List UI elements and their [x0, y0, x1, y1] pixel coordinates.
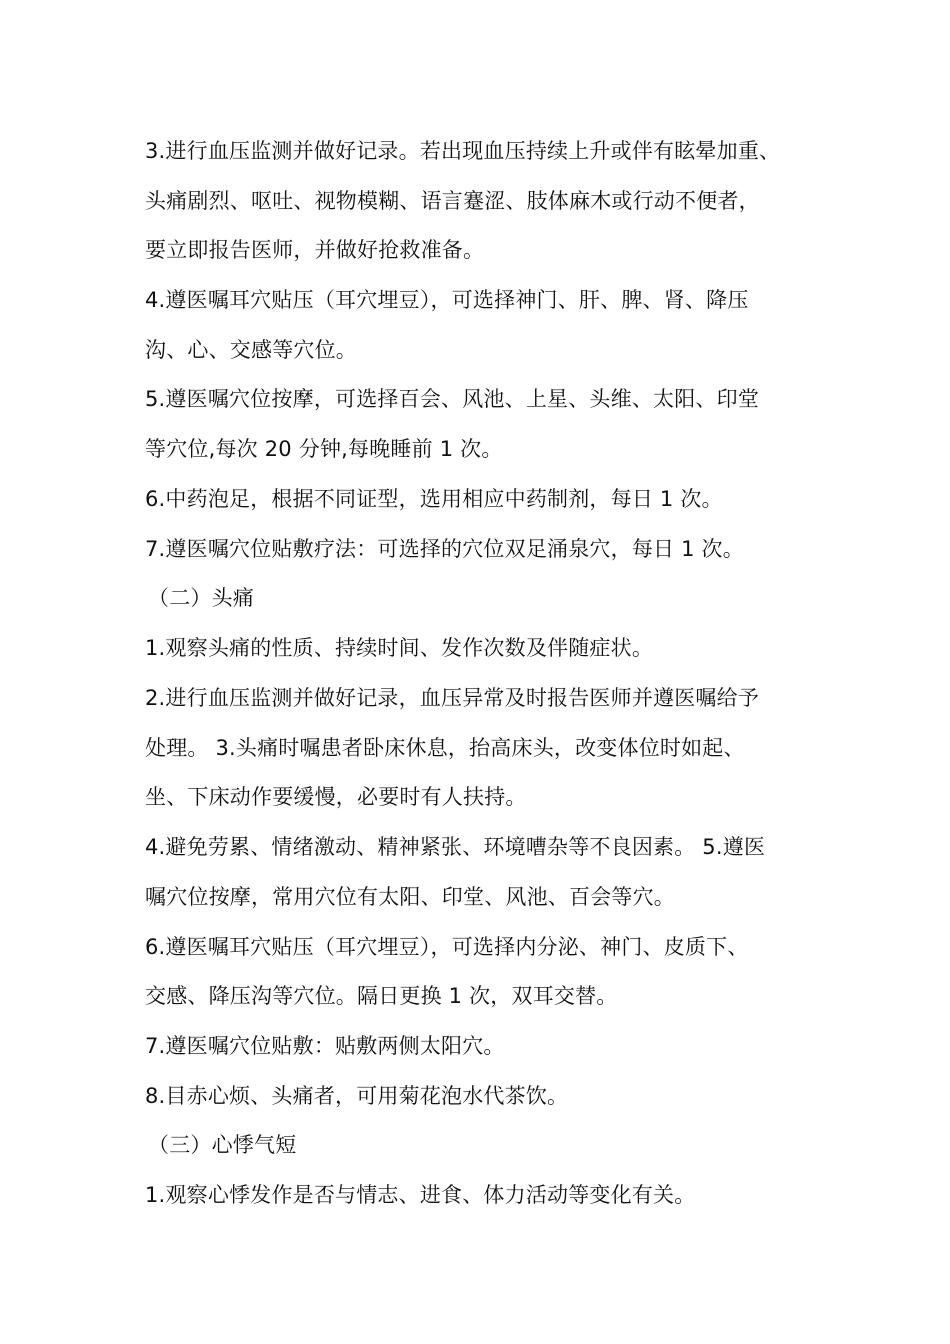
section-heading: （二）头痛	[148, 586, 254, 610]
text-line: 5.遵医嘱穴位按摩，可选择百会、风池、上星、头维、太阳、印堂	[145, 387, 760, 411]
text-line: 6.遵医嘱耳穴贴压（耳穴埋豆），可选择内分泌、神门、皮质下、	[145, 935, 749, 959]
text-line: 7.遵医嘱穴位贴敷：贴敷两侧太阳穴。	[145, 1034, 505, 1058]
text-line: 7.遵医嘱穴位贴敷疗法：可选择的穴位双足涌泉穴，每日 1 次。	[145, 537, 744, 561]
text-line: 要立即报告医师，并做好抢救准备。	[145, 238, 485, 262]
text-line: 坐、下床动作要缓慢，必要时有人扶持。	[145, 785, 527, 809]
text-line: 6.中药泡足，根据不同证型，选用相应中药制剂，每日 1 次。	[145, 487, 723, 511]
text-line: 嘱穴位按摩，常用穴位有太阳、印堂、风池、百会等穴。	[145, 885, 675, 909]
text-line: 4.遵医嘱耳穴贴压（耳穴埋豆），可选择神门、肝、脾、肾、降压	[145, 288, 749, 312]
text-line: 3.进行血压监测并做好记录。若出现血压持续上升或伴有眩晕加重、	[145, 139, 781, 163]
text-line: 2.进行血压监测并做好记录，血压异常及时报告医师并遵医嘱给予	[145, 686, 760, 710]
text-line: 沟、心、交感等穴位。	[145, 338, 357, 362]
text-line: 等穴位,每次 20 分钟,每晚睡前 1 次。	[145, 437, 503, 461]
text-line: 处理。 3.头痛时嘱患者卧床休息，抬高床头，改变体位时如起、	[145, 736, 745, 760]
text-line: 4.避免劳累、情绪激动、精神紧张、环境嘈杂等不良因素。 5.遵医	[145, 835, 766, 859]
text-line: 1.观察头痛的性质、持续时间、发作次数及伴随症状。	[145, 636, 654, 660]
text-line: 头痛剧烈、呕吐、视物模糊、语言蹇涩、肢体麻木或行动不便者，	[145, 189, 760, 213]
text-line: 8.目赤心烦、头痛者，可用菊花泡水代茶饮。	[145, 1084, 569, 1108]
section-heading: （三）心悸气短	[148, 1133, 297, 1157]
text-line: 1.观察心悸发作是否与情志、进食、体力活动等变化有关。	[145, 1183, 696, 1207]
text-line: 交感、降压沟等穴位。隔日更换 1 次，双耳交替。	[145, 984, 618, 1008]
